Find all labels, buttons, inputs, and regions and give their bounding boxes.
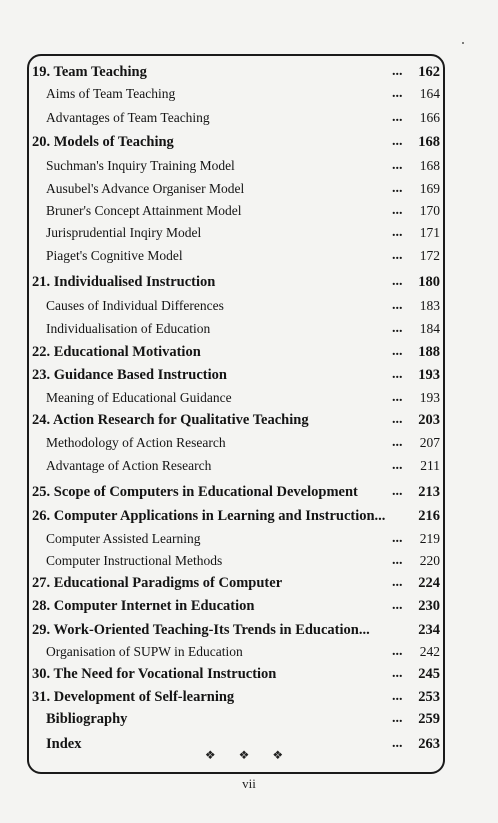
entry-page-number: 184 xyxy=(419,321,440,336)
entry-page-number: 242 xyxy=(419,644,440,659)
dot-leader: ... xyxy=(392,412,403,427)
entry-page-number: 183 xyxy=(419,298,440,313)
dot-leader: ... xyxy=(392,86,403,101)
toc-chapter-entry xyxy=(0,341,498,363)
entry-title: Index xyxy=(46,736,82,752)
toc-section-entry xyxy=(0,641,498,663)
toc-chapter-entry xyxy=(0,271,498,293)
entry-page-number: 211 xyxy=(420,458,440,473)
dot-leader: ... xyxy=(392,435,403,450)
entry-page-number: 188 xyxy=(418,344,440,360)
toc-section-entry xyxy=(0,387,498,409)
entry-title: Bruner's Concept Attainment Model xyxy=(46,203,242,218)
toc-chapter-entry xyxy=(0,505,498,527)
entry-page-number: 168 xyxy=(418,134,440,150)
entry-page-number: 193 xyxy=(418,367,440,383)
entry-page-number: 203 xyxy=(418,412,440,428)
entry-page-number: 220 xyxy=(419,553,440,568)
dot-leader: ... xyxy=(392,458,403,473)
entry-page-number: 172 xyxy=(419,248,440,263)
entry-title: 24. Action Research for Qualitative Teaching xyxy=(32,412,309,428)
entry-page-number: 162 xyxy=(418,64,440,80)
dot-leader: ... xyxy=(392,367,403,382)
entry-title: Aims of Team Teaching xyxy=(46,86,176,101)
entry-page-number: 164 xyxy=(419,86,440,101)
dot-leader: ... xyxy=(392,666,403,681)
entry-title: Piaget's Cognitive Model xyxy=(46,248,183,263)
entry-title: Meaning of Educational Guidance xyxy=(46,390,232,405)
toc-chapter-entry xyxy=(0,619,498,641)
dot-leader: ... xyxy=(392,484,403,499)
dot-leader: ... xyxy=(392,298,403,313)
entry-page-number: 219 xyxy=(419,531,440,546)
entry-page-number: 180 xyxy=(418,274,440,290)
entry-page-number: 245 xyxy=(418,666,440,682)
entry-title: 23. Guidance Based Instruction xyxy=(32,367,227,383)
entry-title: 28. Computer Internet in Education xyxy=(32,598,255,614)
toc-section-entry xyxy=(0,318,498,340)
dot-leader: ... xyxy=(392,575,403,590)
dot-leader: ... xyxy=(392,64,403,79)
toc-chapter-entry xyxy=(0,595,498,617)
entry-page-number: 168 xyxy=(419,158,440,173)
toc-chapter-entry xyxy=(0,131,498,153)
dot-leader: ... xyxy=(392,158,403,173)
entry-title: Organisation of SUPW in Education xyxy=(46,644,243,659)
entry-page-number: 213 xyxy=(418,484,440,500)
entry-page-number: 166 xyxy=(419,110,440,125)
entry-page-number: 216 xyxy=(418,508,440,524)
toc-section-entry xyxy=(0,222,498,244)
toc-section-entry xyxy=(0,432,498,454)
entry-title: 30. The Need for Vocational Instruction xyxy=(32,666,277,682)
entry-title: Jurisprudential Inqiry Model xyxy=(46,225,202,240)
toc-section-entry xyxy=(0,455,498,477)
toc-chapter-entry xyxy=(0,409,498,431)
dot-leader: ... xyxy=(392,344,403,359)
toc-chapter-entry xyxy=(0,481,498,503)
entry-page-number: 253 xyxy=(418,689,440,705)
entry-title: 27. Educational Paradigms of Computer xyxy=(32,575,283,591)
entry-page-number: 170 xyxy=(419,203,440,218)
toc-section-entry xyxy=(0,178,498,200)
dot-leader: ... xyxy=(392,248,403,263)
dot-leader: ... xyxy=(392,134,403,149)
entry-title: Bibliography xyxy=(46,711,128,727)
entry-title: 26. Computer Applications in Learning and Instruction... xyxy=(32,508,386,524)
entry-title: 31. Development of Self-learning xyxy=(32,689,235,705)
dot-leader: ... xyxy=(392,644,403,659)
dot-leader: ... xyxy=(392,689,403,704)
dot-leader: ... xyxy=(392,203,403,218)
toc-section-entry xyxy=(0,155,498,177)
toc-chapter-entry xyxy=(0,572,498,594)
entry-title: Suchman's Inquiry Training Model xyxy=(46,158,235,173)
entry-page-number: 207 xyxy=(419,435,440,450)
dot-leader: ... xyxy=(392,553,403,568)
toc-section-entry xyxy=(0,83,498,105)
entry-title: 20. Models of Teaching xyxy=(32,134,174,150)
dot-leader: ... xyxy=(392,274,403,289)
toc-section-entry xyxy=(0,245,498,267)
entry-page-number: 230 xyxy=(418,598,440,614)
toc-section-entry xyxy=(0,550,498,572)
entry-title: Advantages of Team Teaching xyxy=(46,110,210,125)
entry-title: 29. Work-Oriented Teaching-Its Trends in Education... xyxy=(32,622,370,638)
dot-leader: ... xyxy=(392,598,403,613)
toc-section-entry xyxy=(0,200,498,222)
entry-page-number: 171 xyxy=(419,225,440,240)
dot-leader: ... xyxy=(392,225,403,240)
dot-leader: ... xyxy=(392,711,403,726)
entry-title: 22. Educational Motivation xyxy=(32,344,201,360)
entry-title: Computer Instructional Methods xyxy=(46,553,223,568)
entry-title: 25. Scope of Computers in Educational Development xyxy=(32,484,358,500)
toc-chapter-entry xyxy=(0,663,498,685)
entry-page-number: 234 xyxy=(418,622,440,638)
entry-page-number: 263 xyxy=(418,736,440,752)
entry-title: Causes of Individual Differences xyxy=(46,298,224,313)
toc-chapter-entry xyxy=(0,708,498,730)
toc-section-entry xyxy=(0,107,498,129)
dot-leader: ... xyxy=(392,390,403,405)
toc-section-entry xyxy=(0,528,498,550)
entry-title: Methodology of Action Research xyxy=(46,435,226,450)
entry-title: Ausubel's Advance Organiser Model xyxy=(46,181,245,196)
page-number: vii xyxy=(242,776,256,791)
dot-leader: ... xyxy=(392,321,403,336)
entry-page-number: 224 xyxy=(418,575,440,591)
toc-chapter-entry xyxy=(0,364,498,386)
entry-title: Advantage of Action Research xyxy=(46,458,212,473)
toc-section-entry xyxy=(0,295,498,317)
entry-page-number: 169 xyxy=(419,181,440,196)
entry-page-number: 259 xyxy=(418,711,440,727)
dot-leader: ... xyxy=(392,181,403,196)
toc-chapter-entry xyxy=(0,61,498,83)
toc-chapter-entry xyxy=(0,686,498,708)
dot-leader: ... xyxy=(392,110,403,125)
dot-leader: ... xyxy=(392,736,403,751)
entry-title: 19. Team Teaching xyxy=(32,64,147,80)
entry-title: 21. Individualised Instruction xyxy=(32,274,216,290)
ornament-divider: ❖ ❖ ❖ xyxy=(204,748,294,762)
entry-page-number: 193 xyxy=(419,390,440,405)
entry-title: Computer Assisted Learning xyxy=(46,531,201,546)
dot-leader: ... xyxy=(392,531,403,546)
entry-title: Individualisation of Education xyxy=(46,321,211,336)
